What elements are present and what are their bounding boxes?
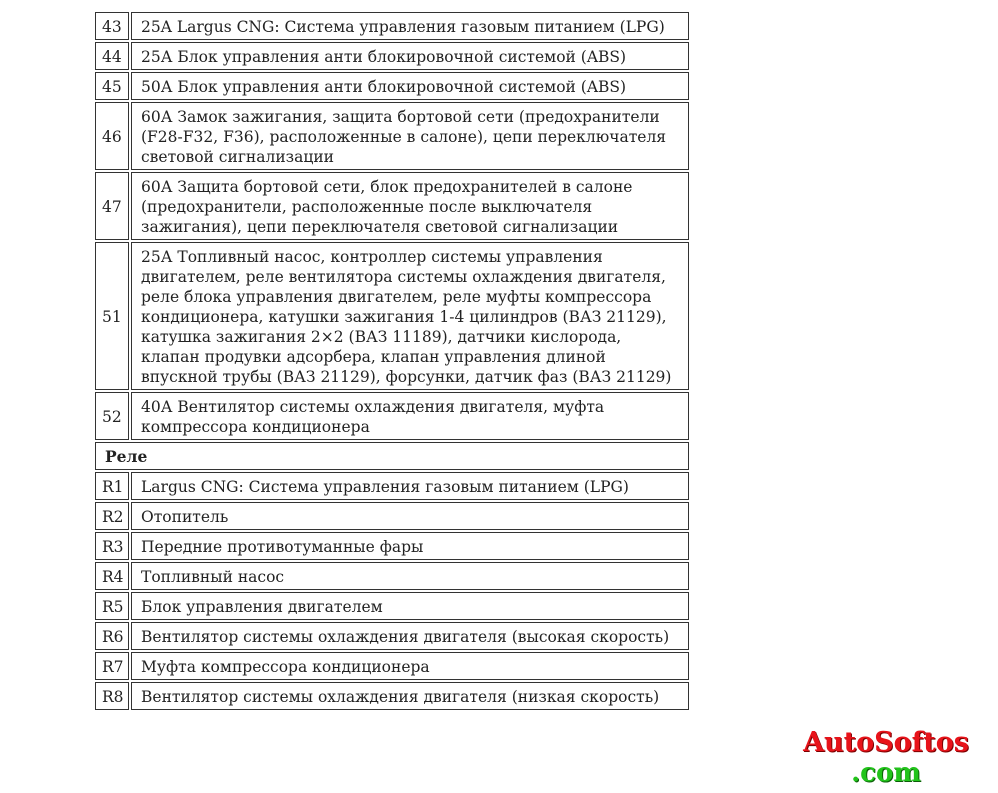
relay-number: R4 bbox=[95, 562, 129, 590]
table-row bbox=[95, 622, 689, 650]
watermark-tld: .com bbox=[851, 758, 921, 788]
relay-number: R5 bbox=[95, 592, 129, 620]
fuse-description: 60А Защита бортовой сети, блок предохранителей в салоне (предохранители, расположенные после выключателя зажигания), цепи переключателя световой сигнализации bbox=[131, 172, 689, 240]
table-row bbox=[95, 652, 689, 680]
fuse-description: 25А Топливный насос, контроллер системы управления двигателем, реле вентилятора системы охлаждения двигателя, реле блока управления двигателем, реле муфты компрессора кондиционера, катушки зажигания 1-4 цилиндров (ВАЗ 21129), катушка зажигания 2×2 (ВАЗ 11189), датчики кислорода, клапан продувки адсорбера, клапан управления длиной впускной трубы (ВАЗ 21129), форсунки, датчик фаз (ВАЗ 21129) bbox=[131, 242, 689, 390]
fuse-number: 44 bbox=[95, 42, 129, 70]
fuse-description: 60А Замок зажигания, защита бортовой сети (предохранители (F28-F32, F36), расположенные в салоне), цепи переключателя световой сигнализации bbox=[131, 102, 689, 170]
fuse-description: 50А Блок управления анти блокировочной системой (ABS) bbox=[131, 72, 689, 100]
table-row bbox=[95, 592, 689, 620]
fuse-number: 47 bbox=[95, 172, 129, 240]
section-header-relays: Реле bbox=[95, 442, 689, 470]
fuse-table bbox=[93, 10, 691, 712]
table-row bbox=[95, 12, 689, 40]
relay-number: R8 bbox=[95, 682, 129, 710]
table-row bbox=[95, 682, 689, 710]
fuse-description: 25А Блок управления анти блокировочной системой (ABS) bbox=[131, 42, 689, 70]
relay-description: Блок управления двигателем bbox=[131, 592, 689, 620]
fuse-number: 52 bbox=[95, 392, 129, 440]
relay-description: Муфта компрессора кондиционера bbox=[131, 652, 689, 680]
relay-number: R2 bbox=[95, 502, 129, 530]
table-row bbox=[95, 472, 689, 500]
table-row bbox=[95, 502, 689, 530]
fuse-number: 51 bbox=[95, 242, 129, 390]
relay-number: R6 bbox=[95, 622, 129, 650]
relay-description: Отопитель bbox=[131, 502, 689, 530]
table-row bbox=[95, 532, 689, 560]
table-row bbox=[95, 102, 689, 170]
table-row bbox=[95, 242, 689, 390]
fuse-number: 46 bbox=[95, 102, 129, 170]
relay-number: R3 bbox=[95, 532, 129, 560]
fuse-number: 43 bbox=[95, 12, 129, 40]
watermark-logo bbox=[790, 728, 982, 788]
table-row bbox=[95, 172, 689, 240]
fuse-number: 45 bbox=[95, 72, 129, 100]
relay-number: R1 bbox=[95, 472, 129, 500]
fuse-description: 40А Вентилятор системы охлаждения двигателя, муфта компрессора кондиционера bbox=[131, 392, 689, 440]
table-row bbox=[95, 392, 689, 440]
relay-description: Largus CNG: Система управления газовым питанием (LPG) bbox=[131, 472, 689, 500]
fuse-description: 25A Largus CNG: Система управления газовым питанием (LPG) bbox=[131, 12, 689, 40]
table-row bbox=[95, 42, 689, 70]
section-header-row bbox=[95, 442, 689, 470]
relay-description: Вентилятор системы охлаждения двигателя (высокая скорость) bbox=[131, 622, 689, 650]
watermark-name: AutoSoftos bbox=[803, 727, 969, 758]
relay-number: R7 bbox=[95, 652, 129, 680]
relay-description: Вентилятор системы охлаждения двигателя (низкая скорость) bbox=[131, 682, 689, 710]
relay-description: Топливный насос bbox=[131, 562, 689, 590]
table-row bbox=[95, 72, 689, 100]
table-row bbox=[95, 562, 689, 590]
relay-description: Передние противотуманные фары bbox=[131, 532, 689, 560]
